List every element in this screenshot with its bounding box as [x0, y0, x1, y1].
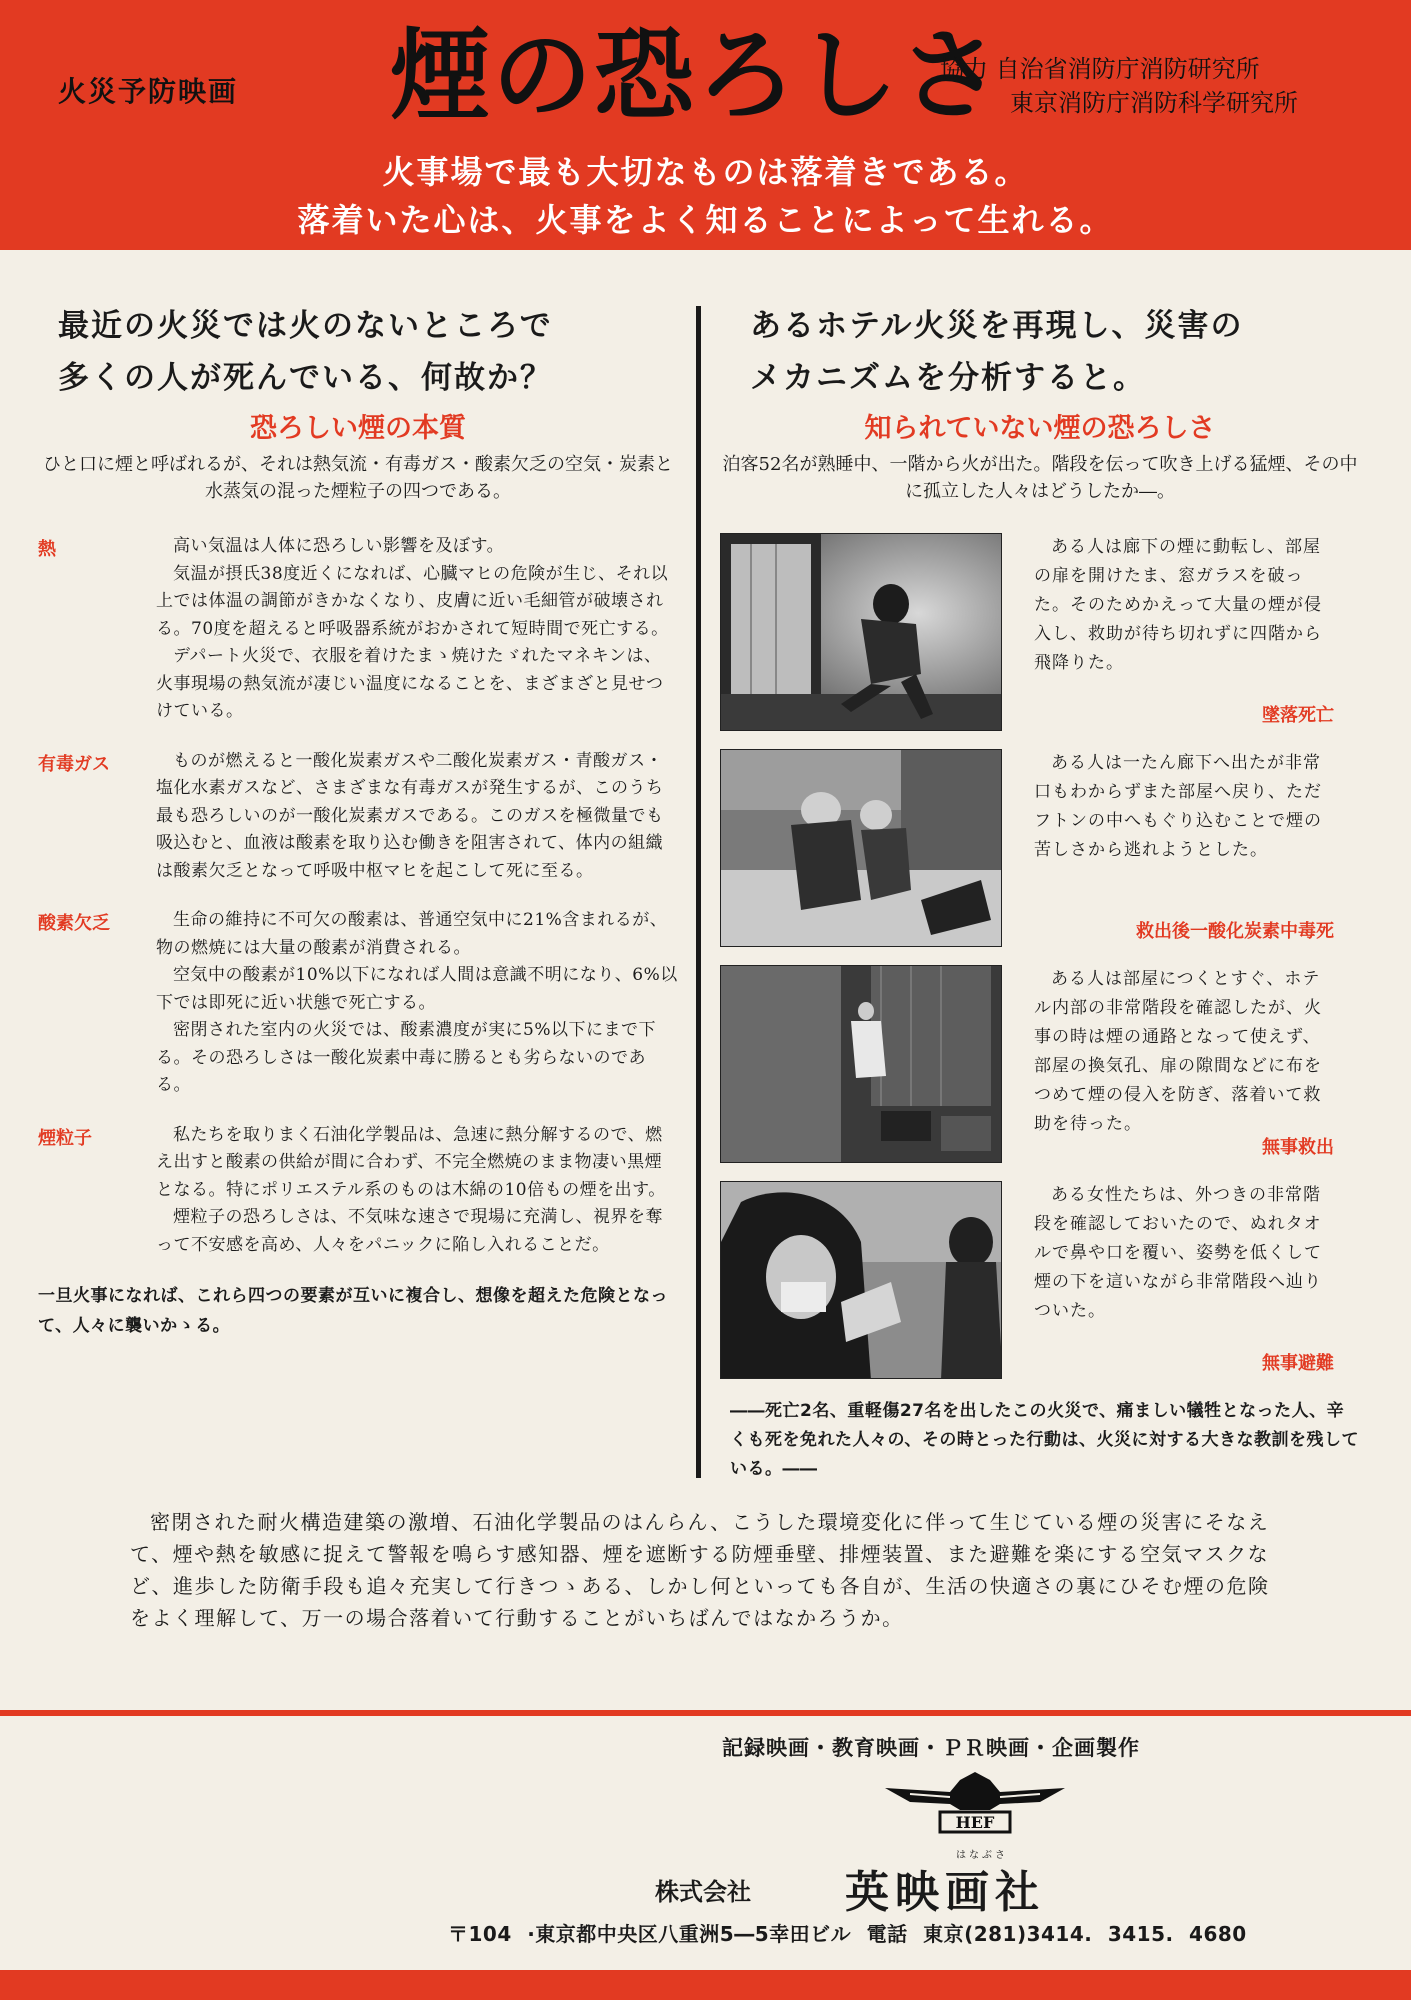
left-heading: [38, 300, 678, 404]
item-label: 煙粒子: [38, 1127, 92, 1149]
slogan: [0, 148, 1411, 244]
film-category: 火災予防映画: [58, 75, 239, 108]
case-description: ある人は部屋につくとすぐ、ホテル内部の非常階段を確認したが、火事の時は煙の通路となって使えず、部屋の換気孔、扉の隙間などに布をつめて煙の侵入を防ぎ、落着いて救助を待った。: [1034, 969, 1322, 1134]
case-text: [1034, 965, 1334, 1163]
bottom-band: [0, 1970, 1411, 2000]
photo-rescue-firefighters: [720, 749, 1002, 947]
left-heading-line-1: 最近の火災では火のないところで: [58, 308, 553, 344]
right-heading-line-2: メカニズムを分析すると。: [750, 360, 1146, 396]
right-column: [720, 300, 1360, 1484]
item-body: [156, 907, 678, 1100]
case-description: ある人は一たん廊下へ出たが非常口もわからずまた部屋へ戻り、ただフトンの中へもぐり込むことで煙の苦しさから逃れようとした。: [1034, 753, 1322, 860]
left-intro: ひと口に煙と呼ばれるが、それは熱気流・有毒ガス・酸素欠乏の空気・炭素と水蒸気の混った煙粒子の四つである。: [43, 454, 673, 502]
left-conclusion: 一旦火事になれば、これら四つの要素が互いに複合し、想像を超えた危険となって、人々に襲いかゝる。: [38, 1286, 668, 1336]
cooperation-line-2: 東京消防庁消防科学研究所: [1010, 89, 1298, 117]
case-outcome: 無事避難: [1262, 1353, 1334, 1374]
closing-paragraph: 密閉された耐火構造建築の激増、石油化学製品のはんらん、こうした環境変化に伴って生じている煙の災害にそなえて、煙や熱を敏感に捉えて警報を鳴らす感知器、煙を遮断する防煙垂壁、排煙装置、また避難を楽にする空気マスクなど、進歩した防衛手段も追々充実して行きつゝある、しかし何といっても各自が、生活の快適さの裏にひそむ煙の危険をよく理解して、万一の場合落着いて行動することがいちばんではなかろうか。: [130, 1510, 1270, 1630]
company-name-ruby: はなぶさ: [956, 1850, 1008, 1861]
item-paragraph: 生命の維持に不可欠の酸素は、普通空気中に21%含まれるが、物の燃焼には大量の酸素が消費される。: [156, 910, 668, 958]
case-2: [720, 749, 1360, 947]
right-intro: 泊客52名が熟睡中、一階から火が出た。階段を伝って吹き上げる猛煙、その中に孤立した人々はどうしたか―。: [722, 454, 1358, 502]
photo-jumping-man: [720, 533, 1002, 731]
company-services: 記録映画・教育映画・ＰＲ映画・企画製作: [722, 1736, 1140, 1760]
right-heading: [720, 300, 1360, 404]
case-outcome: 救出後一酸化炭素中毒死: [1136, 921, 1334, 942]
hef-logo: [880, 1770, 1070, 1840]
film-title: 煙の恐ろしさ: [390, 17, 1002, 134]
item-oxygen-deficiency: [38, 907, 678, 1100]
case-1: [720, 533, 1360, 731]
item-paragraph: 気温が摂氏38度近くになれば、心臓マヒの危険が生じ、それ以上では体温の調節がきかなくなり、皮膚に近い毛細管が破壊される。70度を超えると呼吸器系統がおかされて短時間で死亡する。: [156, 563, 669, 639]
item-paragraph: 密閉された室内の火災では、酸素濃度が実に5%以下にまで下る。その恐ろしさは一酸化炭素中毒に勝るとも劣らないのである。: [156, 1020, 656, 1095]
column-divider: [696, 306, 701, 1478]
case-text: [1034, 533, 1334, 731]
item-paragraph: 高い気温は人体に恐ろしい影響を及ぼす。: [173, 536, 505, 556]
right-heading-line-1: あるホテル火災を再現し、災害の: [750, 308, 1244, 344]
left-subheading: 恐ろしい煙の本質: [250, 413, 466, 444]
case-description: ある女性たちは、外つきの非常階段を確認しておいたので、ぬれタオルで鼻や口を覆い、姿勢を低くして煙の下を這いながら非常階段へ辿りついた。: [1034, 1185, 1322, 1321]
left-column: [38, 300, 678, 1341]
right-conclusion: ――死亡2名、重軽傷27名を出したこの火災で、痛ましい犠牲となった人、辛くも死を免れた人々の、その時とった行動は、火災に対する大きな教訓を残している。――: [730, 1401, 1359, 1479]
photo-sealing-vent: [720, 965, 1002, 1163]
item-paragraph: デパート火災で、衣服を着けたまゝ焼けたゞれたマネキンは、火事現場の熱気流が凄じい温度になることを、まざまざと見せつけている。: [156, 646, 664, 721]
cooperation-credit: [940, 52, 1298, 120]
item-body: [156, 1122, 678, 1260]
company-name: 英映画社: [845, 1867, 1045, 1918]
left-heading-line-2: 多くの人が死んでいる、何故か？: [58, 360, 553, 396]
company-address: 〒104 ·東京都中央区八重洲5―5幸田ビル 電話 東京(281)3414. 3415. 4680: [448, 1922, 1247, 1946]
photo-woman-towel: [720, 1181, 1002, 1379]
item-paragraph: ものが燃えると一酸化炭素ガスや二酸化炭素ガス・青酸ガス・塩化水素ガスなど、さまざまな有毒ガスが発生するが、このうち最も恐ろしいのが一酸化炭素ガスである。このガスを極微量でも吸込むと、血液は酸素を取り込む働きを阻害されて、体内の組織は酸素欠乏となって呼吸中枢マヒを起こして死に至る。: [156, 750, 664, 881]
item-label: 有毒ガス: [38, 753, 110, 775]
item-heat: [38, 533, 678, 726]
case-outcome: 無事救出: [1262, 1137, 1334, 1158]
slogan-line-2: 落着いた心は、火事をよく知ることによって生れる。: [297, 201, 1114, 239]
cooperation-line-1: 協力 自治省消防庁消防研究所: [940, 55, 1260, 83]
case-text: [1034, 749, 1334, 947]
item-paragraph: 空気中の酸素が10%以下になれば人間は意識不明になり、6%以下では即死に近い状態で死亡する。: [156, 965, 678, 1013]
item-label: 熱: [38, 539, 56, 560]
case-3: [720, 965, 1360, 1163]
case-outcome: 墜落死亡: [1262, 705, 1334, 726]
company-type: 株式会社: [655, 1878, 751, 1906]
logo-text: HEF: [955, 1813, 995, 1832]
slogan-line-1: 火事場で最も大切なものは落着きである。: [382, 153, 1029, 191]
case-4: [720, 1181, 1360, 1379]
item-smoke-particles: [38, 1122, 678, 1260]
case-description: ある人は廊下の煙に動転し、部屋の扉を開けたま、窓ガラスを破った。そのためかえって大量の煙が侵入し、救助が待ち切れずに四階から飛降りた。: [1034, 537, 1322, 673]
item-label: 酸素欠乏: [38, 913, 110, 934]
item-paragraph: 煙粒子の恐ろしさは、不気味な速さで現場に充満し、視界を奪って不安感を高め、人々をパニックに陥し入れることだ。: [156, 1207, 663, 1255]
header-banner: [0, 0, 1411, 250]
right-subheading: 知られていない煙の恐ろしさ: [864, 413, 1216, 444]
footer-rule: [0, 1710, 1411, 1716]
item-paragraph: 私たちを取りまく石油化学製品は、急速に熱分解するので、燃え出すと酸素の供給が間に合わず、不完全燃焼のまま物凄い黒煙となる。特にポリエステル系のものは木綿の10倍もの煙を出す。: [156, 1124, 666, 1200]
item-toxic-gas: [38, 748, 678, 886]
item-body: [156, 748, 678, 886]
case-text: [1034, 1181, 1334, 1379]
item-body: [156, 533, 678, 726]
